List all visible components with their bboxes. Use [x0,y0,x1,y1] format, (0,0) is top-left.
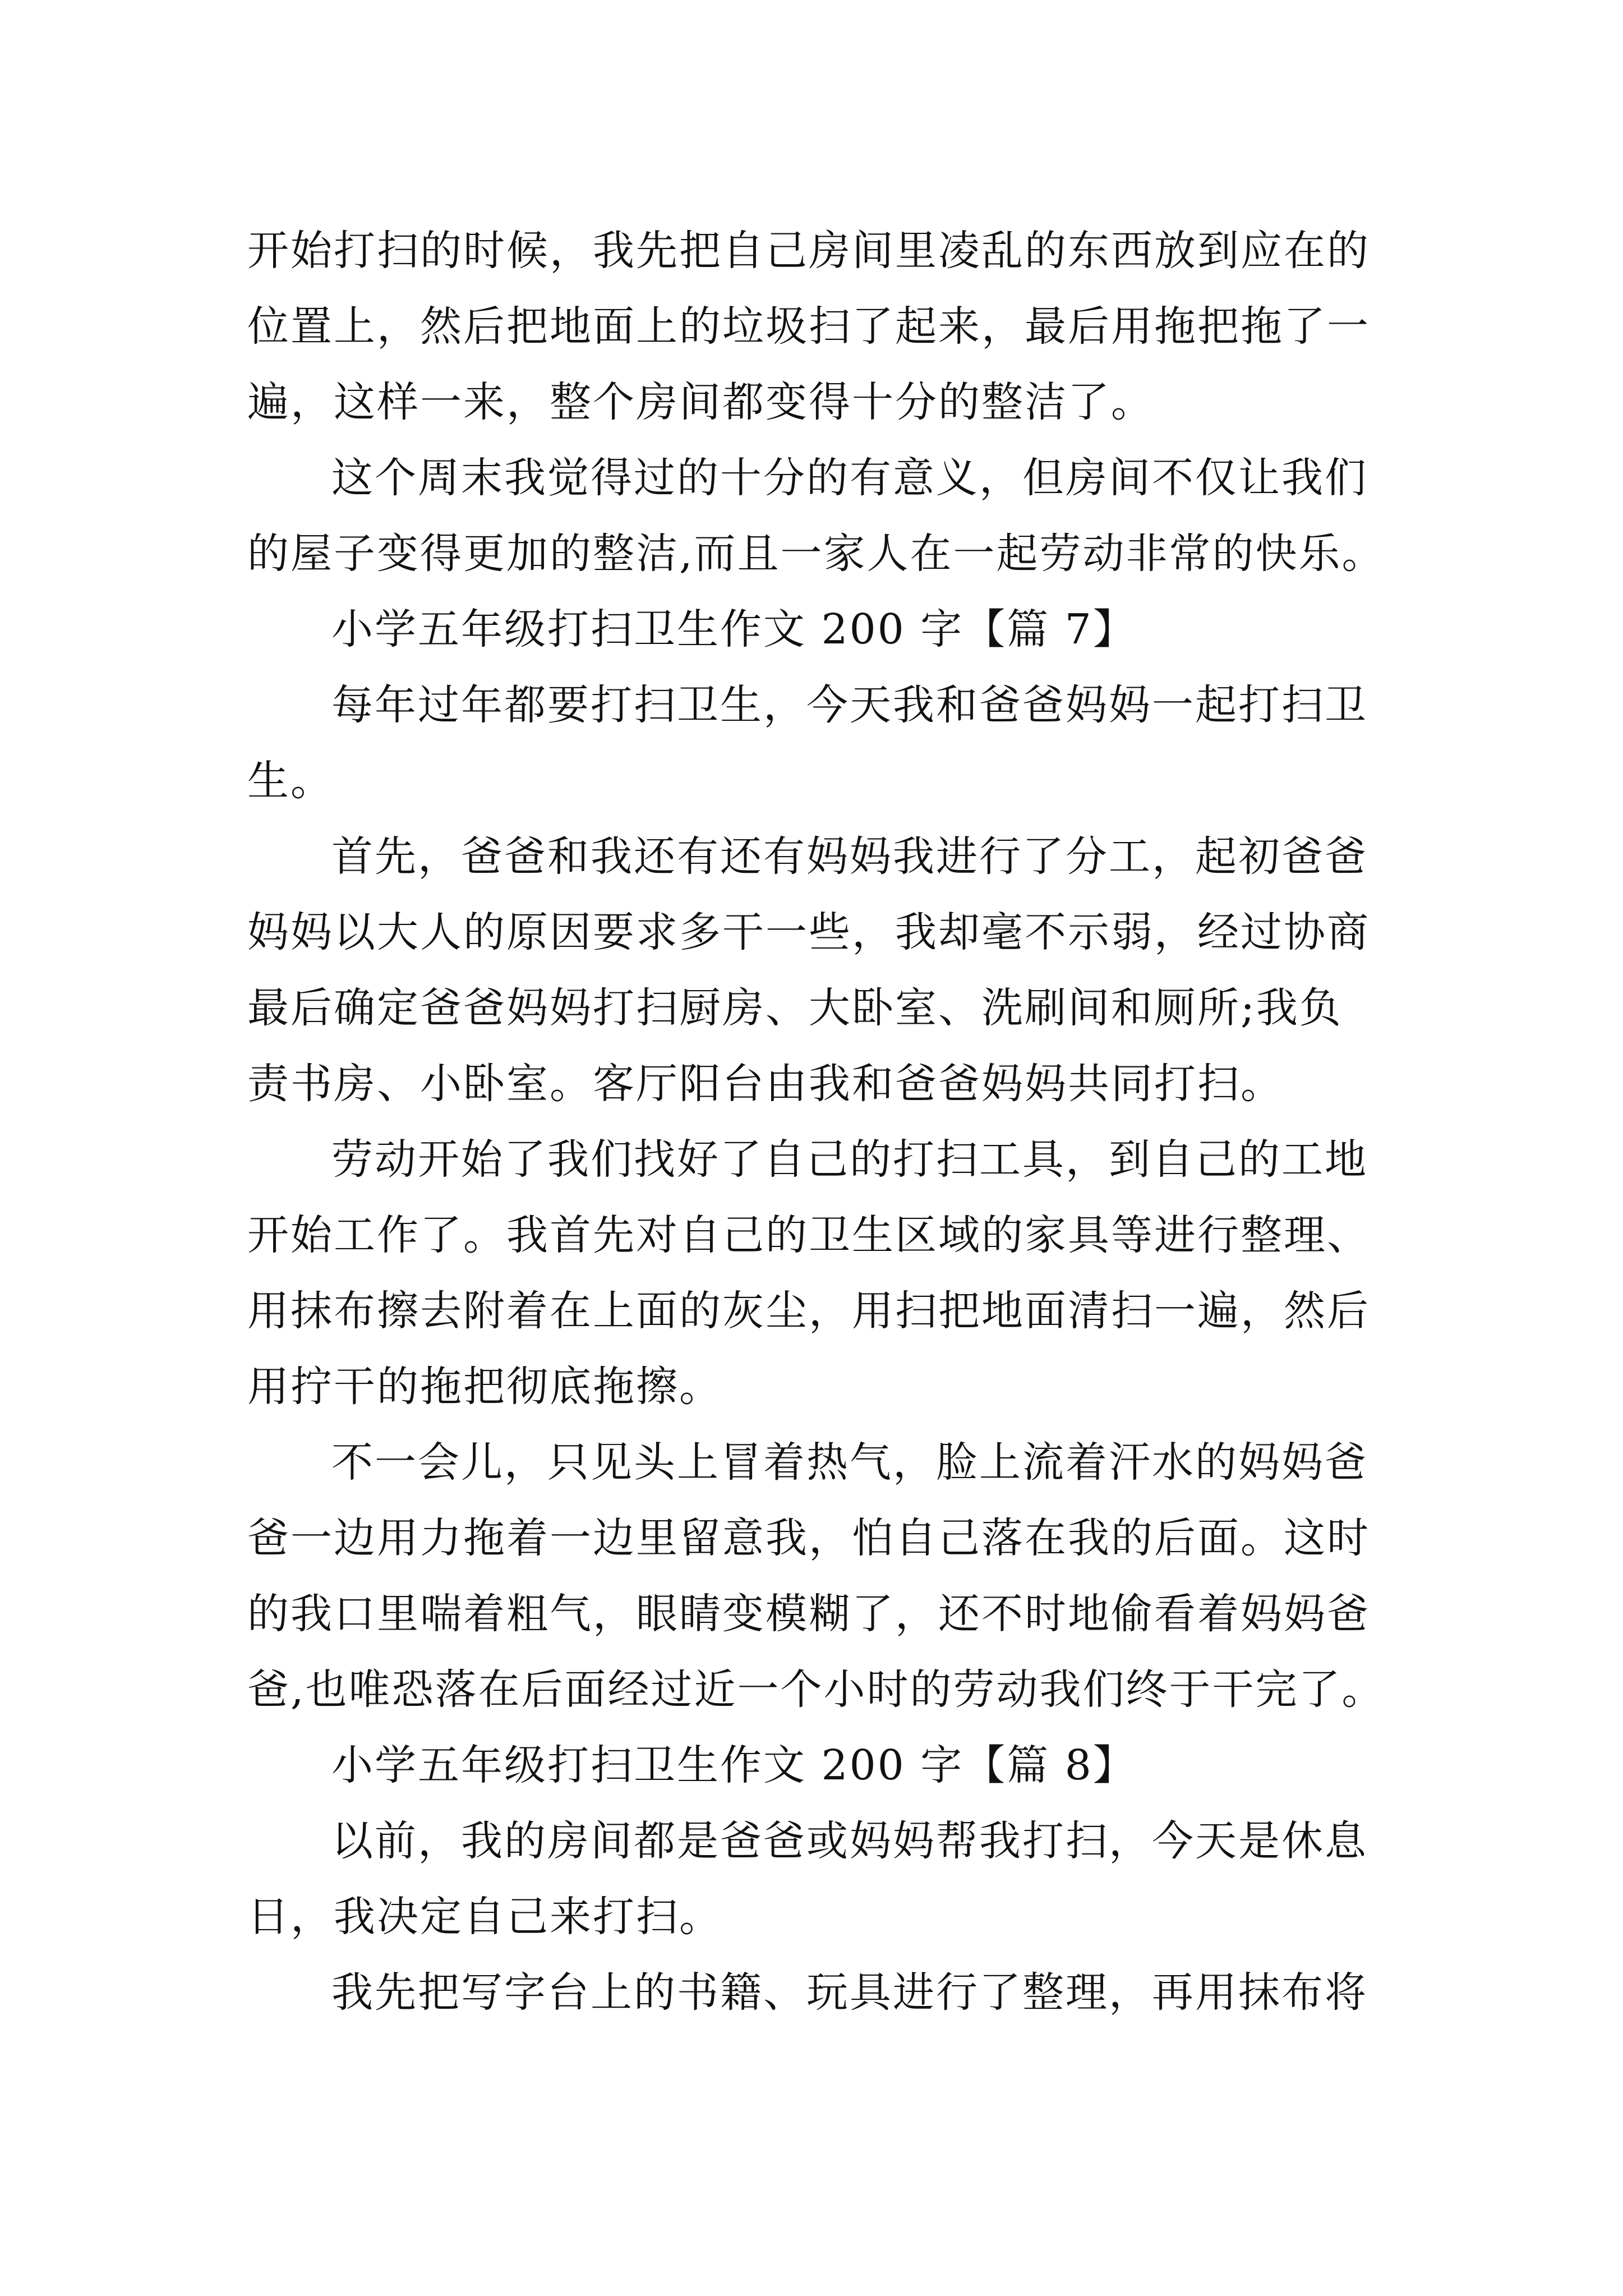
text-line: 开始工作了。我首先对自己的卫生区域的家具等进行整理、 [247,1211,1370,1259]
section-heading: 小学五年级打扫卫生作文 200 字【篇 7】 [331,605,1136,654]
text-line: 的我口里喘着粗气，眼睛变模糊了，还不时地偷看着妈妈爸 [247,1590,1370,1638]
text-line: 妈妈以大人的原因要求多干一些，我却毫不示弱，经过协商 [247,908,1370,956]
text-line: 首先，爸爸和我还有还有妈妈我进行了分工，起初爸爸 [331,832,1368,881]
text-line: 我先把写字台上的书籍、玩具进行了整理，再用抹布将 [331,1968,1368,2017]
text-line: 每年过年都要打扫卫生，今天我和爸爸妈妈一起打扫卫 [331,681,1368,729]
document-body [247,213,1385,2031]
text-line: 这个周末我觉得过的十分的有意义，但房间不仅让我们 [331,454,1368,502]
text-line: 的屋子变得更加的整洁,而且一家人在一起劳动非常的快乐。 [247,530,1385,578]
text-line: 责书房、小卧室。客厅阳台由我和爸爸妈妈共同打扫。 [247,1060,1284,1108]
text-line: 开始打扫的时候，我先把自己房间里凌乱的东西放到应在的 [247,227,1370,275]
text-line: 用拧干的拖把彻底拖擦。 [247,1363,722,1411]
text-line: 不一会儿，只见头上冒着热气，脸上流着汗水的妈妈爸 [331,1438,1368,1487]
text-line: 用抹布擦去附着在上面的灰尘，用扫把地面清扫一遍，然后 [247,1287,1370,1335]
text-line: 爸,也唯恐落在后面经过近一个小时的劳动我们终于干完了。 [247,1665,1385,1714]
section-heading: 小学五年级打扫卫生作文 200 字【篇 8】 [331,1741,1136,1789]
text-line: 最后确定爸爸妈妈打扫厨房、大卧室、洗刷间和厕所;我负 [247,984,1343,1032]
text-line: 爸一边用力拖着一边里留意我，怕自己落在我的后面。这时 [247,1514,1370,1562]
text-line: 生。 [247,757,334,805]
text-line: 遍，这样一来，整个房间都变得十分的整洁了。 [247,378,1154,426]
text-line: 日，我决定自己来打扫。 [247,1893,722,1941]
text-line: 劳动开始了我们找好了自己的打扫工具，到自己的工地 [331,1135,1368,1184]
text-line: 位置上，然后把地面上的垃圾扫了起来，最后用拖把拖了一 [247,302,1370,351]
text-line: 以前，我的房间都是爸爸或妈妈帮我打扫，今天是休息 [331,1817,1368,1865]
